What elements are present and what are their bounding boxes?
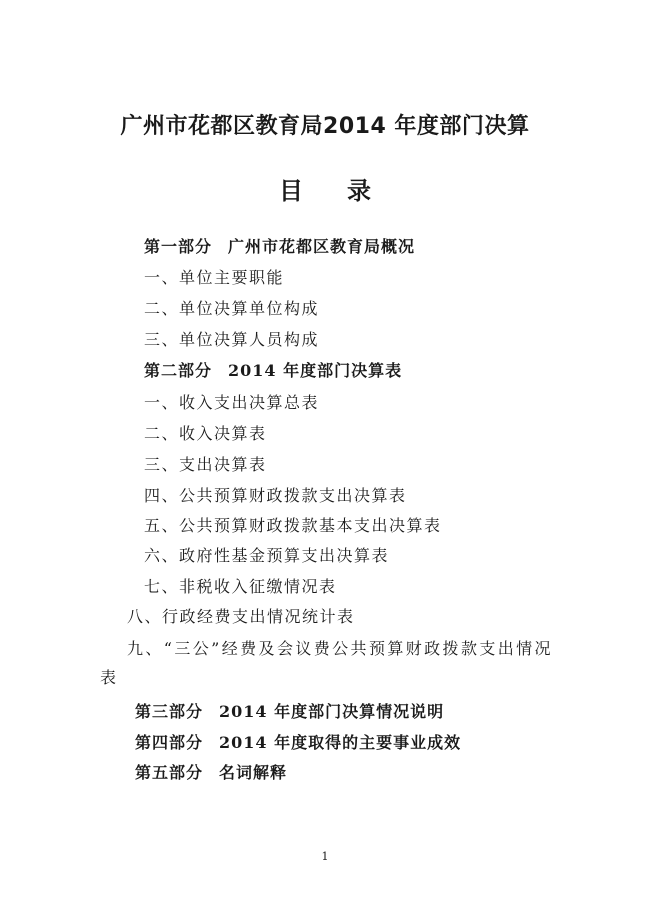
toc-item[interactable]: 五、公共预算财政拨款基本支出决算表 — [144, 516, 442, 535]
toc-item[interactable]: 一、收入支出决算总表 — [144, 393, 320, 412]
toc-part-label: 第一部分 — [144, 237, 213, 256]
toc-item[interactable]: 一、单位主要职能 — [144, 268, 285, 287]
toc-part-title: 2014 年度取得的主要事业成效 — [219, 733, 462, 752]
toc-part-label: 第三部分 — [135, 702, 204, 721]
toc-item-continuation[interactable]: 表 — [100, 668, 118, 687]
toc-item[interactable]: 三、支出决算表 — [144, 455, 267, 474]
toc-part-title: 2014 年度部门决算情况说明 — [219, 702, 445, 721]
toc-item[interactable]: 七、非税收入征缴情况表 — [144, 577, 337, 596]
page-number: 1 — [321, 850, 329, 863]
toc-part-2[interactable] — [144, 361, 402, 381]
toc-part-3[interactable] — [135, 702, 444, 722]
toc-heading: 目录 — [279, 177, 415, 205]
toc-part-4[interactable] — [135, 733, 461, 753]
document-title: 广州市花都区教育局2014 年度部门决算 — [120, 114, 530, 139]
toc-item[interactable]: 六、政府性基金预算支出决算表 — [144, 546, 390, 565]
toc-item[interactable]: 八、行政经费支出情况统计表 — [127, 607, 355, 626]
toc-item[interactable]: 四、公共预算财政拨款支出决算表 — [144, 486, 407, 505]
toc-part-label: 第四部分 — [135, 733, 204, 752]
toc-part-5[interactable] — [135, 763, 287, 783]
toc-part-title: 广州市花都区教育局概况 — [228, 237, 416, 256]
toc-item[interactable]: 二、单位决算单位构成 — [144, 299, 320, 318]
toc-part-title: 名词解释 — [219, 763, 288, 782]
toc-item[interactable]: 三、单位决算人员构成 — [144, 330, 320, 349]
toc-item[interactable]: 九、“三公”经费及会议费公共预算财政拨款支出情况 — [127, 639, 553, 658]
toc-part-title: 2014 年度部门决算表 — [228, 361, 403, 380]
toc-part-1[interactable] — [144, 237, 415, 257]
toc-item[interactable]: 二、收入决算表 — [144, 424, 267, 443]
toc-part-label: 第五部分 — [135, 763, 204, 782]
toc-part-label: 第二部分 — [144, 361, 213, 380]
